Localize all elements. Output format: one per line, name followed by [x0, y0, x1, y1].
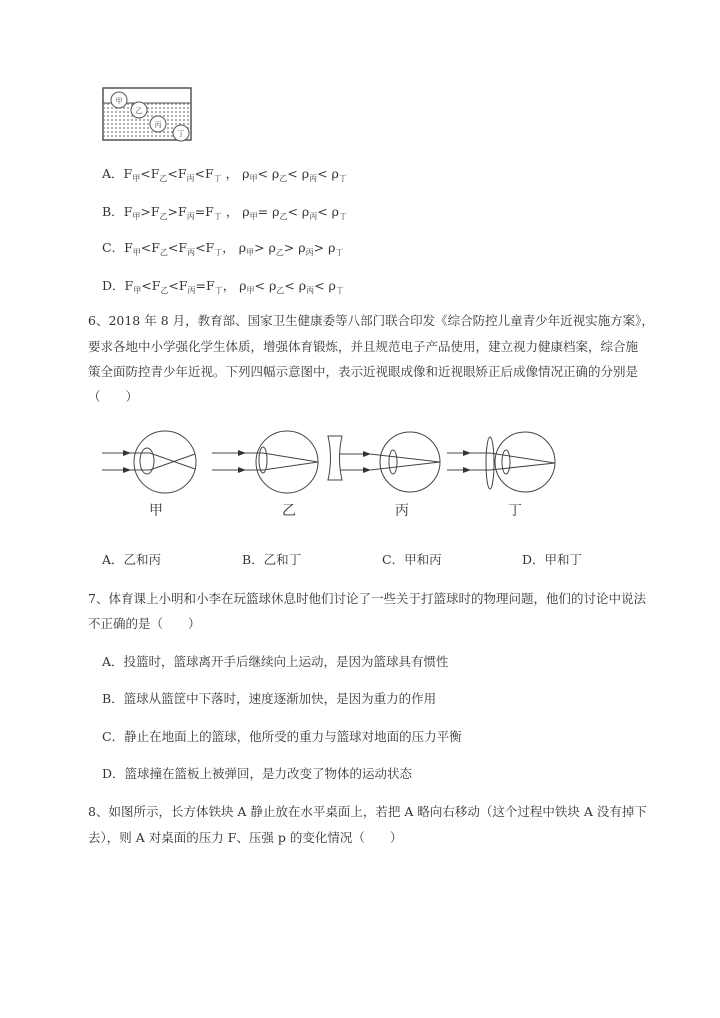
question-7-line: 7、体育课上小明和小李在玩篮球休息时他们讨论了一些关于打篮球时的物理问题，他们的讨论中说法 [88, 591, 646, 606]
eye-label-bing: 丙 [395, 503, 409, 519]
formula-text: < ρ [287, 166, 310, 181]
question-6-line: 要求各地中小学强化学生体质，增强体育锻炼，并且规范电子产品使用，建立视力健康档案，综合施 [88, 339, 639, 354]
eye-diagrams-figure [100, 425, 560, 505]
formula-text: < ρ [284, 278, 307, 293]
subscript: 乙 [276, 286, 285, 295]
subscript: 甲 [132, 174, 141, 183]
subscript: 甲 [249, 174, 258, 183]
formula-text: < ρ [287, 204, 310, 219]
formula-text: <F [167, 166, 187, 181]
question-7-line: 不正确的是（ ） [88, 616, 201, 631]
subscript: 甲 [132, 248, 141, 257]
subscript: 乙 [160, 286, 169, 295]
q6-option-c[interactable]: C．甲和丙 [382, 552, 442, 567]
subscript: 丙 [309, 174, 318, 183]
q5-option-a[interactable] [102, 164, 347, 184]
formula-text: =F [194, 204, 214, 219]
formula-text: <F [167, 240, 188, 255]
formula-text: > ρ [254, 240, 276, 255]
formula-text: ， ρ [221, 204, 250, 219]
subscript: 丁 [213, 212, 222, 221]
formula-text: <F [140, 240, 160, 255]
ball-label: 丁 [177, 130, 185, 138]
formula-text: ， ρ [222, 278, 247, 293]
q7-option-a[interactable]: A．投篮时，篮球离开手后继续向上运动，是因为篮球具有惯性 [102, 654, 449, 669]
formula-text: < ρ [257, 166, 280, 181]
question-8-line: 8、如图所示，长方体铁块 A 静止放在水平桌面上，若把 A 略向右移动（这个过程中铁块 A 没有掉下 [88, 804, 647, 819]
subscript: 丁 [214, 248, 223, 257]
q7-option-d[interactable]: D．篮球撞在篮板上被弹回，是力改变了物体的运动状态 [102, 766, 413, 781]
formula-text: ， ρ [221, 166, 250, 181]
subscript: 丙 [186, 212, 195, 221]
subscript: 甲 [133, 286, 142, 295]
subscript: 甲 [246, 248, 255, 257]
subscript: 乙 [279, 174, 288, 183]
subscript: 丁 [335, 286, 344, 295]
formula-text: < ρ [254, 278, 277, 293]
eye-label-ding: 丁 [508, 503, 522, 519]
subscript: 丙 [186, 174, 195, 183]
subscript: 丙 [187, 286, 196, 295]
option-key: C． [102, 240, 125, 255]
q6-option-d[interactable]: D．甲和丁 [522, 552, 583, 567]
subscript: 乙 [159, 174, 168, 183]
subscript: 乙 [275, 248, 284, 257]
formula-text: > ρ [313, 240, 336, 255]
formula-text: F [123, 204, 133, 219]
question-6-line: 策全面防控青少年近视。下列四幅示意图中，表示近视眼成像和近视眼矫正后成像情况正确的分别是 [88, 364, 639, 379]
subscript: 乙 [159, 248, 168, 257]
q6-option-a[interactable]: A．乙和丙 [102, 552, 162, 567]
q7-option-c[interactable]: C．静止在地面上的篮球，他所受的重力与篮球对地面的压力平衡 [102, 729, 462, 744]
formula-text: <F [140, 166, 160, 181]
formula-text: F [124, 278, 134, 293]
question-8-line: 去），则 A 对桌面的压力 F、压强 p 的变化情况（ ） [88, 830, 403, 845]
subscript: 丁 [338, 174, 347, 183]
q5-option-b[interactable] [102, 202, 347, 222]
q6-option-b[interactable]: B．乙和丁 [242, 552, 302, 567]
ball-label: 甲 [115, 97, 123, 105]
subscript: 乙 [159, 212, 168, 221]
subscript: 丙 [309, 212, 318, 221]
ball-label: 乙 [135, 107, 143, 115]
ball-label: 丙 [154, 121, 162, 129]
formula-text: <F [195, 240, 215, 255]
formula-text: =F [195, 278, 215, 293]
subscript: 丁 [339, 212, 348, 221]
question-6-line: （ ） [88, 389, 139, 404]
subscript: 丁 [335, 248, 344, 257]
subscript: 甲 [132, 212, 141, 221]
formula-text: <F [141, 278, 161, 293]
eye-label-jia: 甲 [149, 503, 163, 519]
subscript: 丙 [306, 286, 315, 295]
subscript: 丙 [187, 248, 196, 257]
q5-option-d[interactable] [102, 276, 344, 296]
formula-text: < ρ [317, 204, 340, 219]
formula-text: F [124, 240, 133, 255]
formula-text: <F [168, 278, 188, 293]
subscript: 丙 [305, 248, 314, 257]
formula-text: >F [167, 204, 187, 219]
formula-text: < ρ [317, 166, 339, 181]
q5-option-c[interactable] [102, 238, 343, 258]
formula-text: >F [140, 204, 160, 219]
formula-text: > ρ [283, 240, 306, 255]
formula-text: ， ρ [222, 240, 247, 255]
ball-container-figure [102, 86, 194, 142]
formula-text: < ρ [314, 278, 336, 293]
formula-text: <F [194, 166, 214, 181]
option-key: A． [102, 166, 124, 181]
option-key: B． [102, 204, 124, 219]
eye-label-yi: 乙 [282, 503, 296, 519]
formula-text: = ρ [257, 204, 280, 219]
option-key: D． [102, 278, 125, 293]
subscript: 丁 [213, 174, 222, 183]
q7-option-b[interactable]: B．篮球从篮筐中下落时，速度逐渐加快，是因为重力的作用 [102, 691, 437, 706]
subscript: 甲 [246, 286, 255, 295]
question-6-line: 6、2018 年 8 月，教育部、国家卫生健康委等八部门联合印发《综合防控儿童青少年近视实施方案》， [88, 313, 654, 328]
formula-text: F [123, 166, 133, 181]
subscript: 丁 [214, 286, 223, 295]
subscript: 甲 [249, 212, 258, 221]
subscript: 乙 [279, 212, 288, 221]
